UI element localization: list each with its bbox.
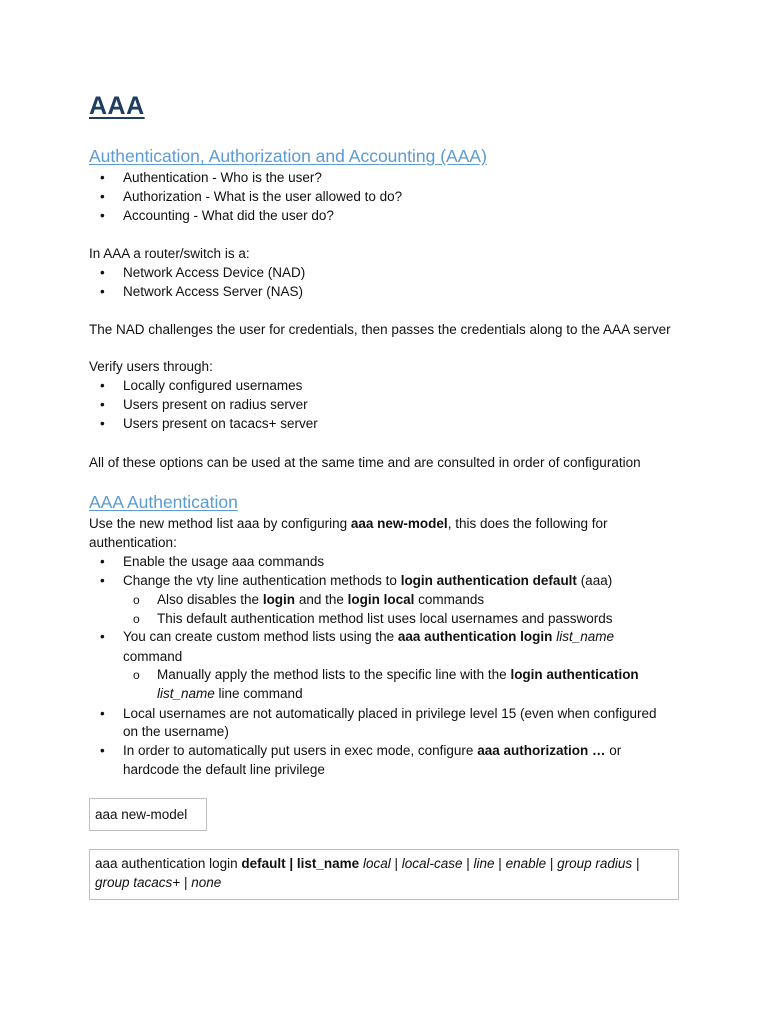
list-item-continuation: on the username) [123,724,229,739]
list-item: Network Access Server (NAS) [123,284,304,299]
code-line-1: aaa authentication login default | list_name local | local-case | line | enable | group radius | [95,856,640,871]
list-item: You can create custom method lists using the aaa authentication login list_name [123,629,614,644]
list-item: Local usernames are not automatically placed in privilege level 15 (even when configured [123,706,657,721]
list-item: Authentication - Who is the user? [123,170,322,185]
code-box-auth-login [89,849,679,900]
section-heading-aaa-authentication: AAA Authentication [89,492,238,512]
section-heading-aaa: Authentication, Authorization and Accounting (AAA) [89,146,487,166]
list-item: Users present on tacacs+ server [123,416,318,431]
sub-list-item: Also disables the login and the login local commands [157,592,485,607]
all-options-paragraph: All of these options can be used at the same time and are consulted in order of configuration [89,455,641,470]
list-item: Users present on radius server [123,397,308,412]
code-line-2: group tacacs+ | none [95,875,222,890]
bullet-icon: • [100,378,105,393]
sub-list-item: Manually apply the method lists to the specific line with the login authentication [157,667,639,682]
list-item-continuation: command [123,649,183,664]
list-item: Accounting - What did the user do? [123,208,334,223]
bullet-icon: • [100,170,105,185]
bullet-icon: • [100,554,105,569]
verify-intro-text: Verify users through: [89,359,213,374]
bullet-icon: • [100,629,105,644]
bullet-icon: • [100,416,105,431]
list-item: In order to automatically put users in exec mode, configure aaa authorization … or [123,743,622,758]
bullet-icon: • [100,573,105,588]
bullet-icon: • [100,265,105,280]
sub-bullet-icon: o [133,612,140,626]
list-item-continuation: hardcode the default line privilege [123,762,325,777]
sub-list-item-continuation: list_name line command [157,686,303,701]
list-item: Network Access Device (NAD) [123,265,306,280]
sub-list-item: This default authentication method list uses local usernames and passwords [157,611,613,626]
nad-paragraph: The NAD challenges the user for credentials, then passes the credentials along to the AAA server [89,322,671,337]
sub-bullet-icon: o [133,668,140,682]
bullet-icon: • [100,706,105,721]
bullet-icon: • [100,284,105,299]
auth-intro-line2: authentication: [89,535,177,550]
list-item: Enable the usage aaa commands [123,554,325,569]
list-item: Change the vty line authentication methods to login authentication default (aaa) [123,573,613,588]
list-item: Locally configured usernames [123,378,303,393]
page-title: AAA [89,92,145,120]
list-item: Authorization - What is the user allowed to do? [123,189,403,204]
router-intro-text: In AAA a router/switch is a: [89,246,250,261]
sub-bullet-icon: o [133,593,140,607]
auth-intro-line1: Use the new method list aaa by configuring aaa new-model, this does the following for [89,516,608,531]
bullet-icon: • [100,397,105,412]
bullet-icon: • [100,208,105,223]
bullet-icon: • [100,743,105,758]
bullet-icon: • [100,189,105,204]
code-box-new-model: aaa new-model [89,798,207,831]
